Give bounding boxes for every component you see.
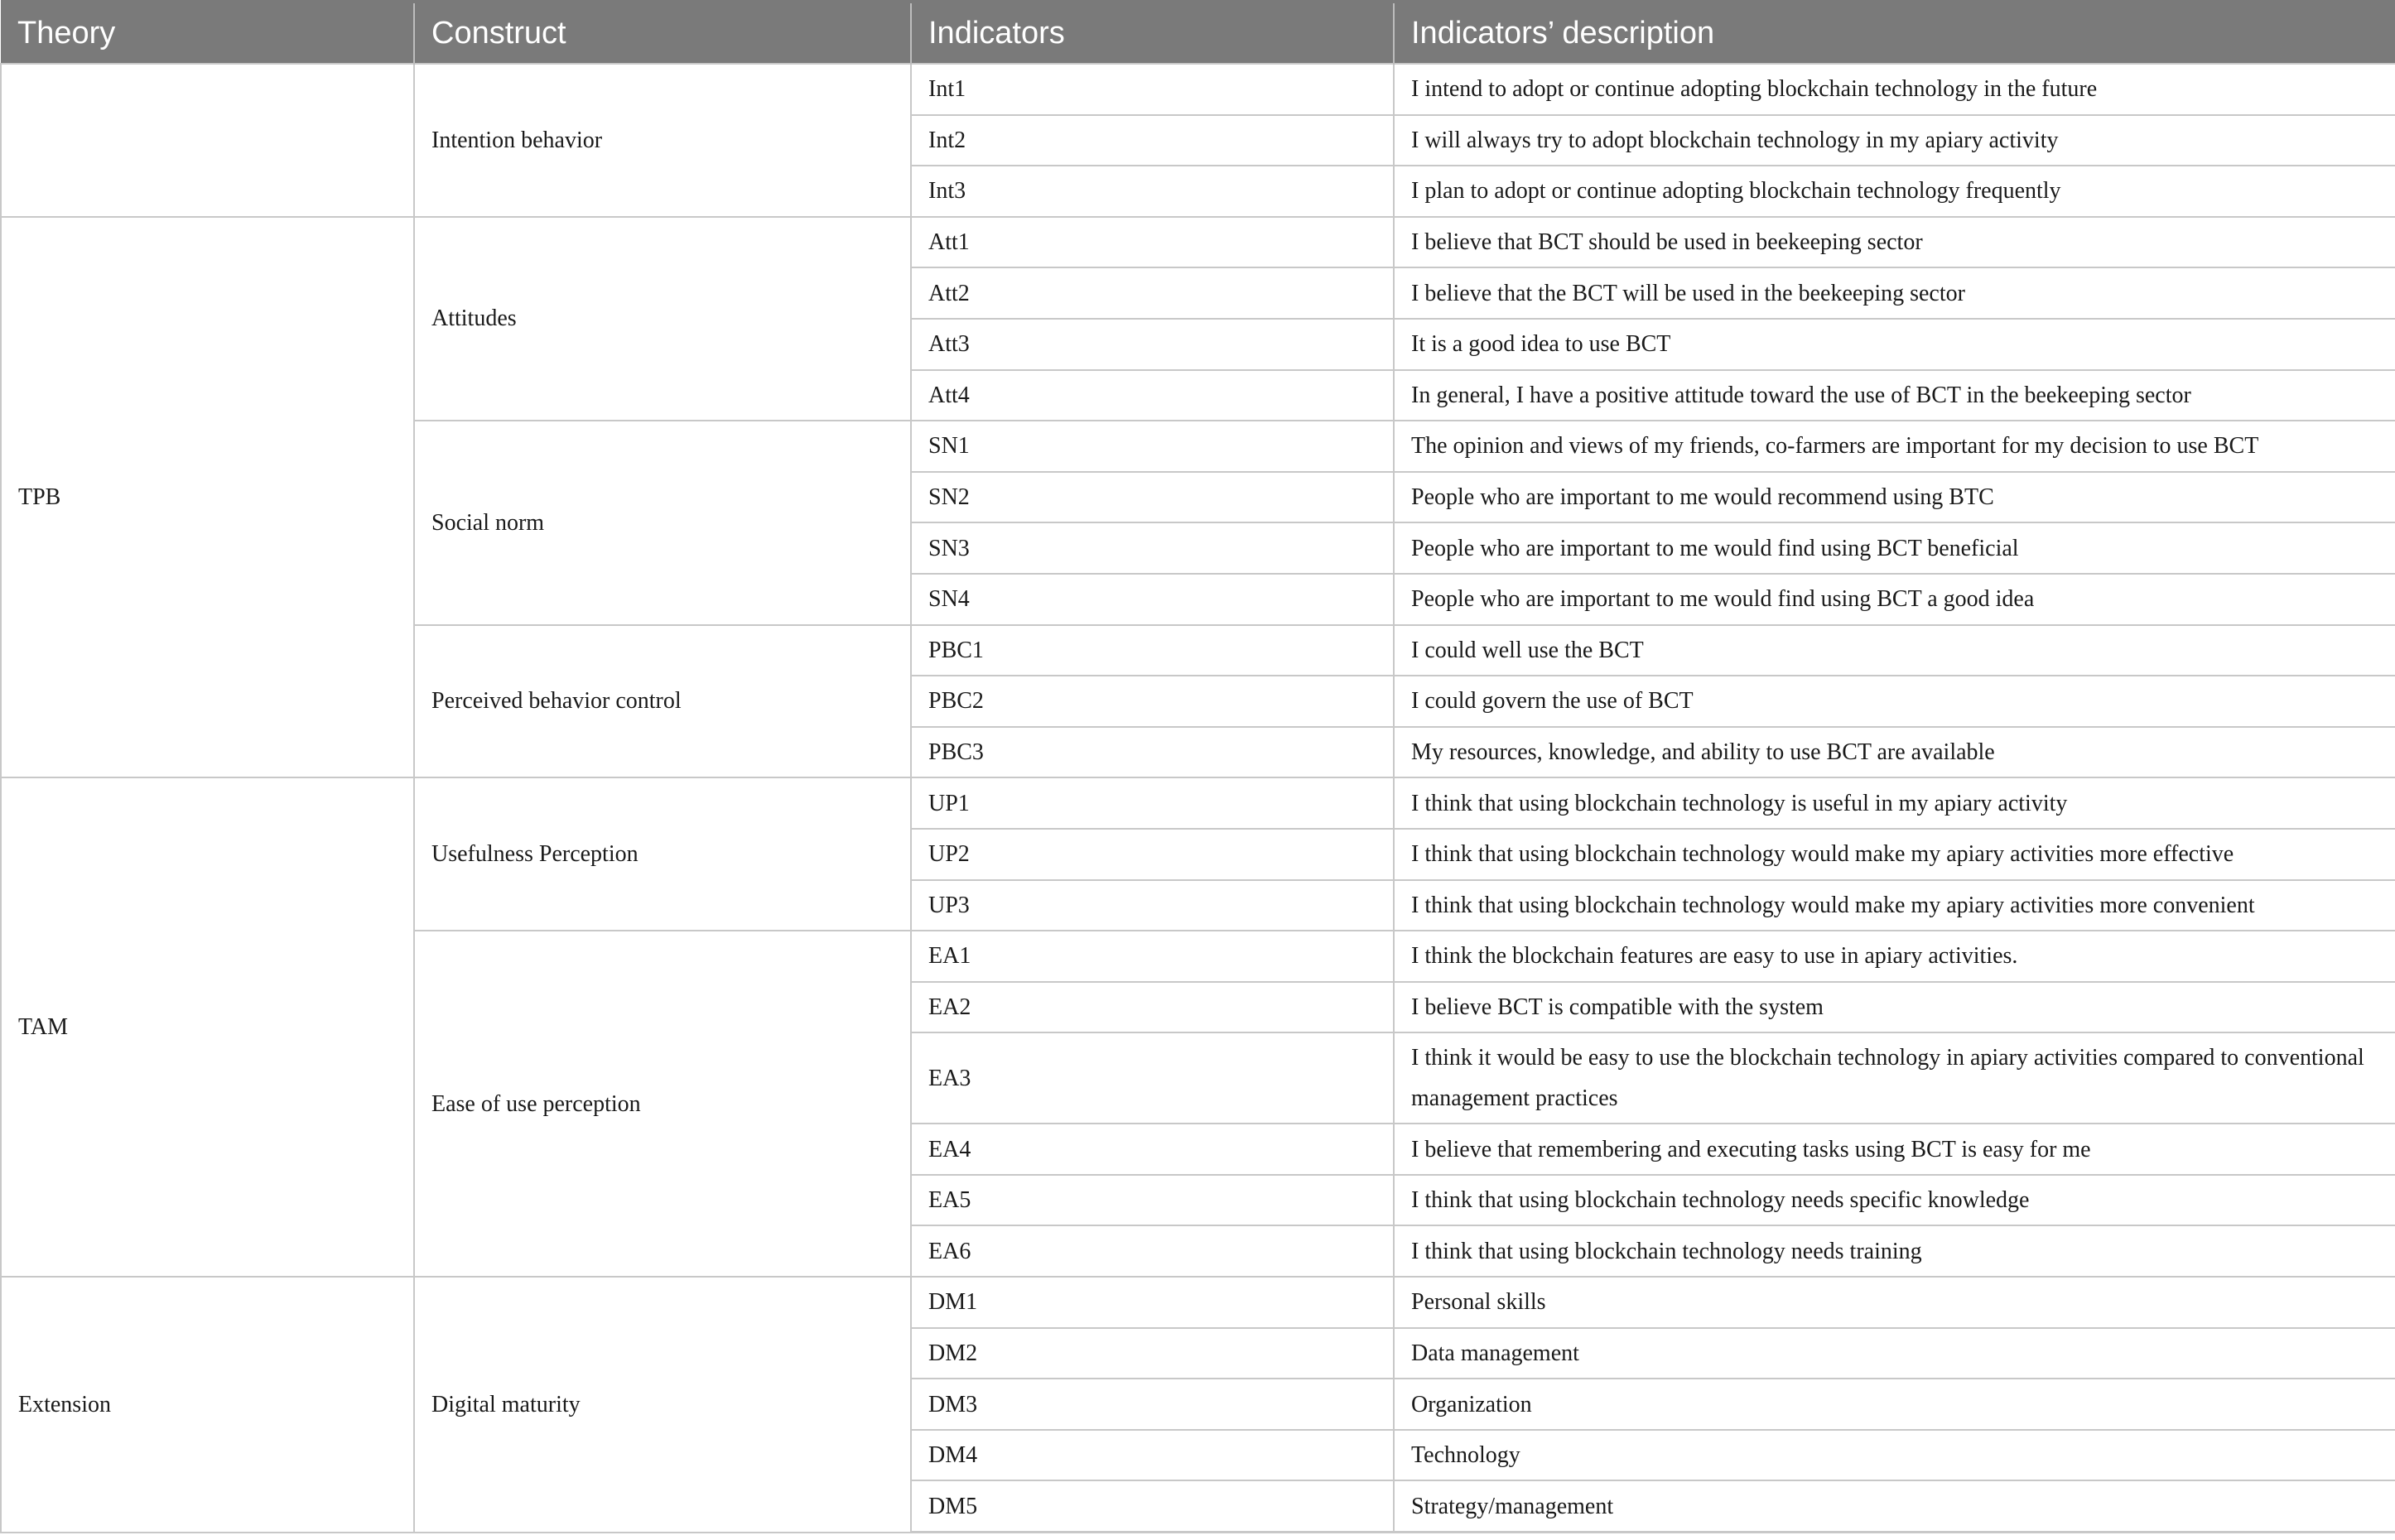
indicator-code-cell: SN4 [911, 574, 1394, 625]
indicator-code-cell: DM1 [911, 1277, 1394, 1328]
indicator-code-cell: EA3 [911, 1032, 1394, 1124]
table-header [1, 2, 2395, 64]
table-row [1, 777, 2395, 829]
indicator-description-cell: I think that using blockchain technology would make my apiary activities more effective [1394, 829, 2395, 880]
indicator-code-cell: EA1 [911, 931, 1394, 982]
theory-cell: TPB [1, 217, 414, 778]
theory-cell: Extension [1, 1277, 414, 1532]
construct-cell: Digital maturity [414, 1277, 911, 1532]
indicator-description-cell: I believe that remembering and executing tasks using BCT is easy for me [1394, 1124, 2395, 1175]
header-theory: Theory [1, 2, 414, 64]
indicator-description-cell: People who are important to me would find using BCT beneficial [1394, 522, 2395, 574]
indicator-description-cell: I think that using blockchain technology is useful in my apiary activity [1394, 777, 2395, 829]
header-description: Indicators’ description [1394, 2, 2395, 64]
indicator-code-cell: DM2 [911, 1328, 1394, 1379]
indicator-description-cell: People who are important to me would recommend using BTC [1394, 472, 2395, 523]
indicator-description-cell: I think that using blockchain technology needs specific knowledge [1394, 1175, 2395, 1226]
indicator-description-cell: In general, I have a positive attitude toward the use of BCT in the beekeeping sector [1394, 370, 2395, 421]
indicator-code-cell: Att4 [911, 370, 1394, 421]
indicator-code-cell: DM4 [911, 1430, 1394, 1481]
indicator-code-cell: EA2 [911, 982, 1394, 1033]
construct-cell: Perceived behavior control [414, 625, 911, 778]
construct-cell: Intention behavior [414, 64, 911, 217]
indicator-description-cell: I think that using blockchain technology would make my apiary activities more convenient [1394, 880, 2395, 931]
indicator-description-cell: I believe that the BCT will be used in the beekeeping sector [1394, 267, 2395, 319]
indicator-code-cell: DM5 [911, 1480, 1394, 1532]
indicator-code-cell: PBC3 [911, 727, 1394, 778]
indicator-description-cell: It is a good idea to use BCT [1394, 319, 2395, 370]
theory-cell: TAM [1, 777, 414, 1277]
indicator-description-cell: Personal skills [1394, 1277, 2395, 1328]
table-row [1, 64, 2395, 115]
indicator-code-cell: PBC1 [911, 625, 1394, 676]
indicator-description-cell: The opinion and views of my friends, co-farmers are important for my decision to use BCT [1394, 421, 2395, 472]
indicator-description-cell: I will always try to adopt blockchain technology in my apiary activity [1394, 115, 2395, 166]
indicator-description-cell: People who are important to me would find using BCT a good idea [1394, 574, 2395, 625]
indicator-description-cell: I believe BCT is compatible with the system [1394, 982, 2395, 1033]
theory-cell [1, 64, 414, 217]
indicator-description-cell: Strategy/management [1394, 1480, 2395, 1532]
indicator-code-cell: Att3 [911, 319, 1394, 370]
construct-cell: Attitudes [414, 217, 911, 421]
header-indicators: Indicators [911, 2, 1394, 64]
header-row [1, 2, 2395, 64]
indicator-code-cell: UP1 [911, 777, 1394, 829]
table-row [1, 217, 2395, 268]
indicator-code-cell: SN2 [911, 472, 1394, 523]
indicator-description-cell: I think that using blockchain technology needs training [1394, 1225, 2395, 1277]
indicator-code-cell: Int2 [911, 115, 1394, 166]
indicator-code-cell: DM3 [911, 1379, 1394, 1430]
indicator-code-cell: Int1 [911, 64, 1394, 115]
indicator-code-cell: SN3 [911, 522, 1394, 574]
indicator-code-cell: EA5 [911, 1175, 1394, 1226]
indicator-code-cell: Int3 [911, 166, 1394, 217]
indicator-description-cell: I could well use the BCT [1394, 625, 2395, 676]
indicator-code-cell: UP3 [911, 880, 1394, 931]
indicator-description-cell: Organization [1394, 1379, 2395, 1430]
indicator-code-cell: EA6 [911, 1225, 1394, 1277]
indicator-description-cell: I could govern the use of BCT [1394, 676, 2395, 727]
indicator-code-cell: Att1 [911, 217, 1394, 268]
indicator-description-cell: I believe that BCT should be used in beekeeping sector [1394, 217, 2395, 268]
table-row [1, 1277, 2395, 1328]
construct-cell: Usefulness Perception [414, 777, 911, 931]
indicator-description-cell: I think the blockchain features are easy to use in apiary activities. [1394, 931, 2395, 982]
indicator-description-cell: I plan to adopt or continue adopting blockchain technology frequently [1394, 166, 2395, 217]
table-body [1, 64, 2395, 1533]
indicator-code-cell: EA4 [911, 1124, 1394, 1175]
indicator-description-cell: I think it would be easy to use the blockchain technology in apiary activities compared to conventional management practices [1394, 1032, 2395, 1124]
indicator-description-cell: My resources, knowledge, and ability to use BCT are available [1394, 727, 2395, 778]
indicator-code-cell: PBC2 [911, 676, 1394, 727]
indicator-description-cell: Data management [1394, 1328, 2395, 1379]
indicator-code-cell: SN1 [911, 421, 1394, 472]
construct-cell: Social norm [414, 421, 911, 624]
indicator-description-cell: I intend to adopt or continue adopting blockchain technology in the future [1394, 64, 2395, 115]
indicator-code-cell: UP2 [911, 829, 1394, 880]
construct-cell: Ease of use perception [414, 931, 911, 1277]
indicator-code-cell: Att2 [911, 267, 1394, 319]
indicator-description-cell: Technology [1394, 1430, 2395, 1481]
header-construct: Construct [414, 2, 911, 64]
